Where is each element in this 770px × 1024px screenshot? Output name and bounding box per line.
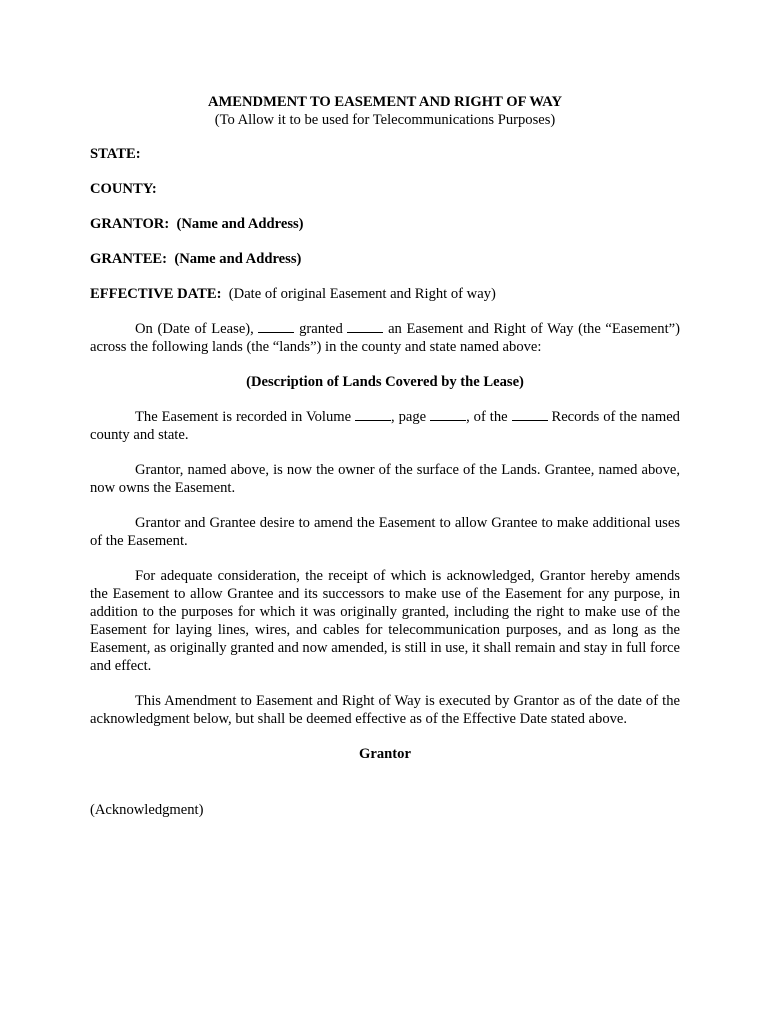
ownership-paragraph: Grantor, named above, is now the owner of the surface of the Lands. Grantee, named above, now owns the Easement. xyxy=(90,462,680,496)
lease-paragraph xyxy=(90,320,680,356)
state-label: STATE: xyxy=(90,146,141,162)
document-page xyxy=(90,93,680,819)
grantee-label: GRANTEE: xyxy=(90,251,168,267)
grantor-label: GRANTOR: xyxy=(90,216,170,232)
grantee-field xyxy=(90,250,680,268)
grantee-name-blank xyxy=(347,332,383,333)
desire-paragraph: Grantor and Grantee desire to amend the Easement to allow Grantee to make additional uses of the Easement. xyxy=(90,515,680,549)
lands-description: (Description of Lands Covered by the Lease) xyxy=(246,374,524,390)
recording-para-part2: , page xyxy=(391,409,427,425)
volume-blank xyxy=(355,420,391,421)
grantor-field xyxy=(90,215,680,233)
grantor-value: (Name and Address) xyxy=(176,216,304,232)
grantee-value: (Name and Address) xyxy=(174,251,302,267)
county-field xyxy=(90,180,680,198)
document-subtitle: (To Allow it to be used for Telecommunications Purposes) xyxy=(214,112,556,128)
effective-date-value: (Date of original Easement and Right of way) xyxy=(228,286,496,302)
recording-para-part3: , of the xyxy=(466,409,508,425)
title-block xyxy=(90,93,680,129)
recording-paragraph xyxy=(90,408,680,444)
execution-paragraph: This Amendment to Easement and Right of Way is executed by Grantor as of the date of the acknowledgment below, but shall be deemed effective as of the Effective Date stated above. xyxy=(90,693,680,727)
effective-date-label: EFFECTIVE DATE: xyxy=(90,286,222,302)
recording-para-part4: Records of the named county and state. xyxy=(90,409,680,443)
lease-para-part2: granted xyxy=(299,321,343,337)
acknowledgment: (Acknowledgment) xyxy=(90,802,204,818)
records-blank xyxy=(512,420,548,421)
effective-date-field xyxy=(90,285,680,303)
grantor-name-blank xyxy=(258,332,294,333)
county-label: COUNTY: xyxy=(90,181,157,197)
recording-para-part1: The Easement is recorded in Volume xyxy=(135,409,352,425)
state-field xyxy=(90,145,680,163)
page-blank xyxy=(430,420,466,421)
lease-para-part3: an Easement and Right of Way (the “Easement”) across the following lands (the “lands”) in the county and state named above: xyxy=(90,321,680,355)
consideration-paragraph: For adequate consideration, the receipt of which is acknowledged, Grantor hereby amends the Easement to allow Grantee and its successors to make use of the Easement for any purpose, in addition to the purposes for which it was originally granted, including the right to make use of the Easement for laying lines, wires, and cables for telecommunication purposes, and as long as the Easement, as originally granted and now amended, is still in use, it shall remain and stay in full force and effect. xyxy=(90,568,680,674)
document-title: AMENDMENT TO EASEMENT AND RIGHT OF WAY xyxy=(207,94,563,110)
lease-para-part1: On (Date of Lease), xyxy=(135,321,254,337)
grantor-signature-label: Grantor xyxy=(359,746,411,762)
